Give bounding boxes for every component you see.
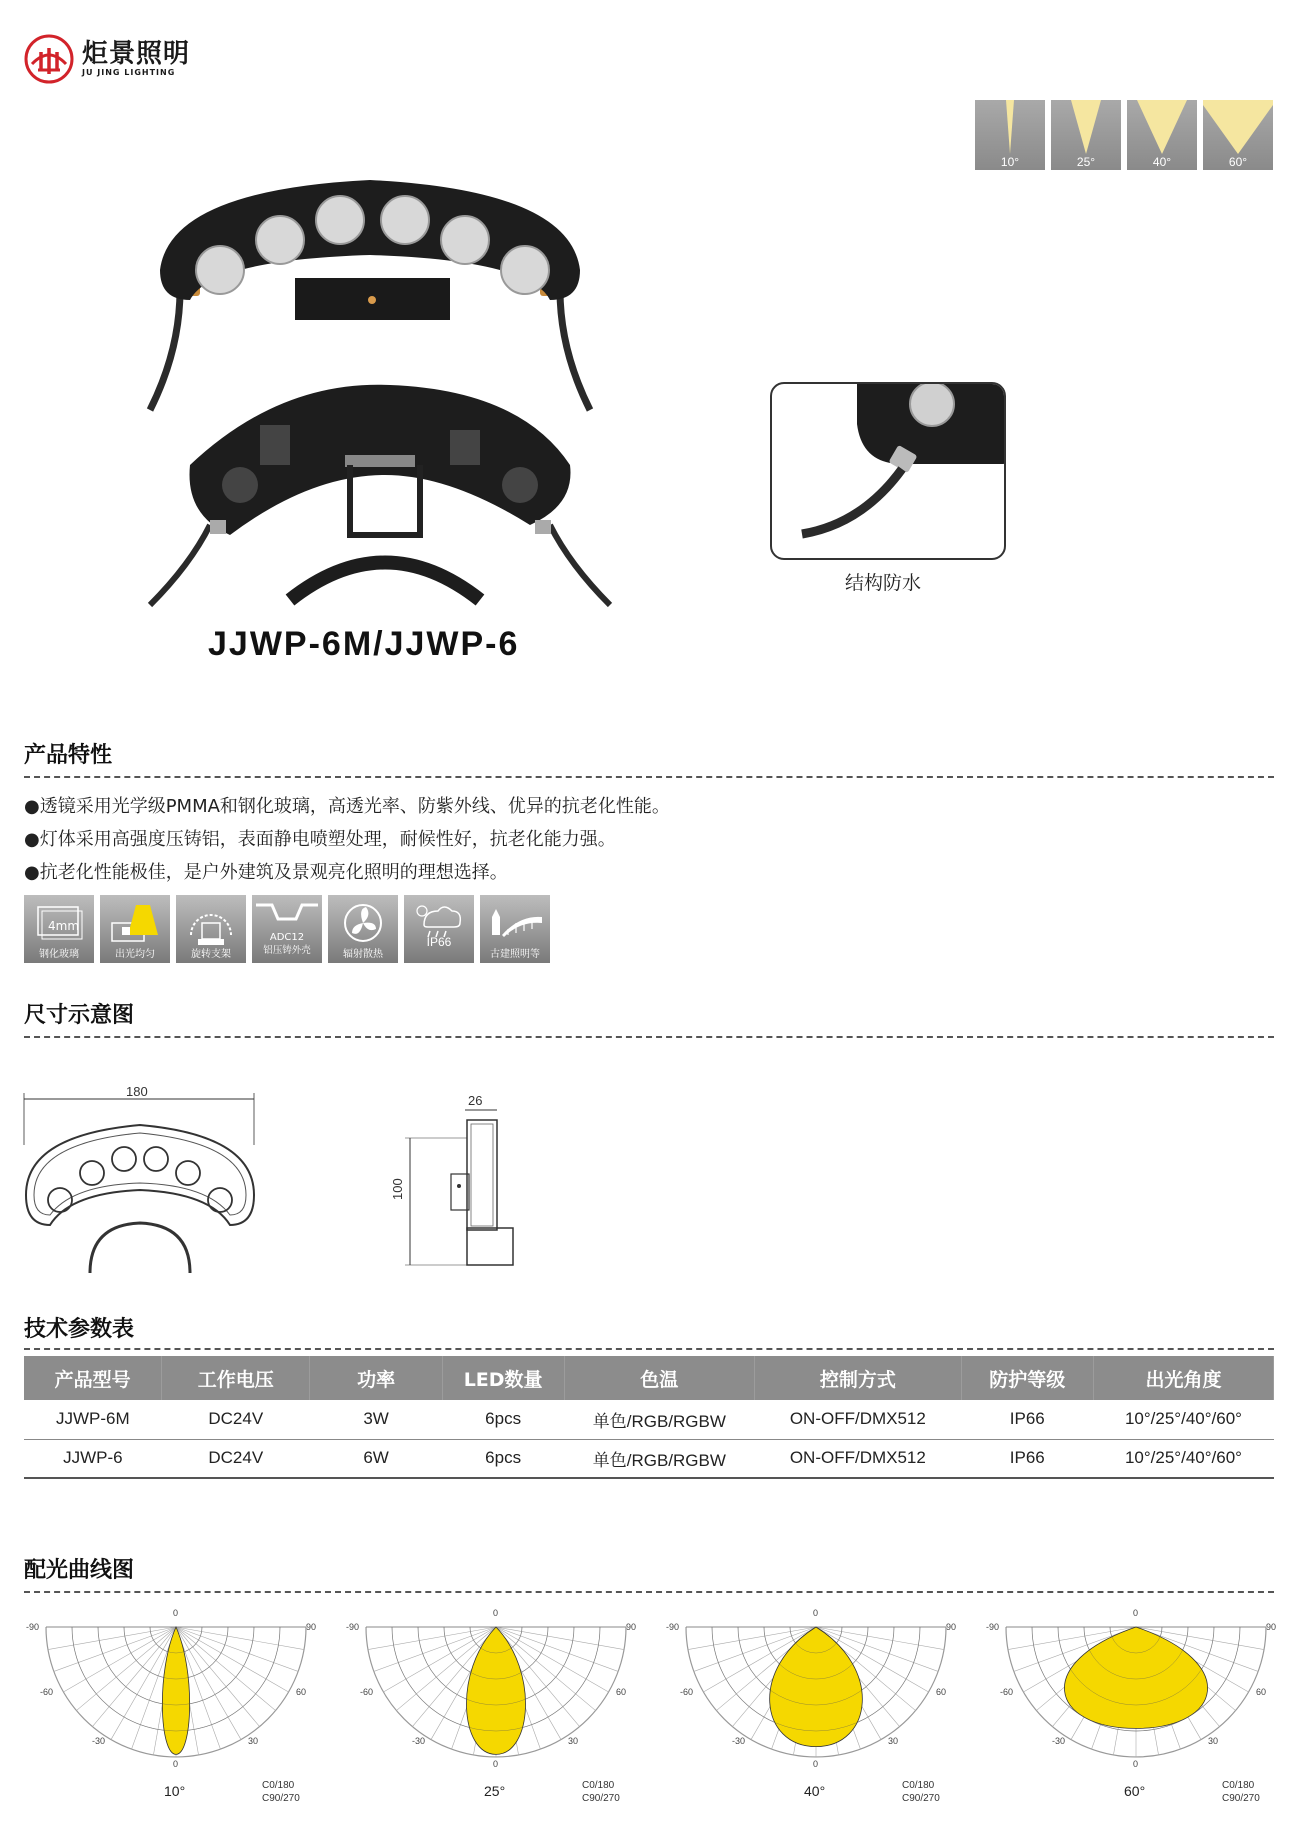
feature-tile-label: 钢化玻璃 <box>39 949 79 960</box>
spec-header-control: 控制方式 <box>755 1356 961 1400</box>
brand-name-cn: 炬景照明 <box>82 39 191 69</box>
polar-grid <box>344 1605 644 1785</box>
beam-badge-label: 40° <box>1152 155 1172 169</box>
polar-axis-label: -30 <box>732 1736 746 1746</box>
section-title-features: 产品特性 <box>24 743 113 768</box>
spec-header-power: 功率 <box>310 1356 442 1400</box>
spec-cell: JJWP-6 <box>24 1439 162 1478</box>
polar-axis-label: -90 <box>346 1622 360 1632</box>
section-title-photometric: 配光曲线图 <box>24 1558 135 1583</box>
spec-cell: IP66 <box>961 1439 1093 1478</box>
section-title-dimensions: 尺寸示意图 <box>24 1003 135 1028</box>
polar-grid <box>984 1605 1284 1785</box>
spec-cell: 6pcs <box>442 1439 564 1478</box>
spec-cell: ON-OFF/DMX512 <box>755 1400 961 1439</box>
polar-legend <box>1222 1779 1260 1805</box>
polar-angle-label: 25° <box>484 1783 506 1799</box>
feature-list <box>24 790 670 889</box>
dimension-height: 100 <box>390 1178 405 1200</box>
polar-legend <box>902 1779 940 1805</box>
polar-axis-label: 60 <box>296 1687 307 1697</box>
brand-logo-icon <box>24 34 74 84</box>
model-title: JJWP-6M/JJWP-6 <box>208 625 520 663</box>
beam-badge-label: 60° <box>1228 155 1248 169</box>
glass-thickness-text: 4mm <box>48 919 80 933</box>
spec-header-voltage: 工作电压 <box>162 1356 310 1400</box>
spec-table <box>24 1356 1274 1479</box>
feature-tile-label: IP66 <box>426 935 452 949</box>
spec-cell: 单色/RGB/RGBW <box>564 1439 755 1478</box>
polar-axis-label: 90 <box>946 1622 957 1632</box>
spec-cell: IP66 <box>961 1400 1093 1439</box>
polar-axis-label: 30 <box>888 1736 899 1746</box>
legend-c90: C90/270 <box>262 1793 300 1804</box>
beam-lobe <box>770 1627 863 1747</box>
beam-badge-label: 10° <box>1000 155 1020 169</box>
polar-chart <box>984 1605 1284 1815</box>
polar-chart <box>24 1605 324 1815</box>
polar-axis-label: -60 <box>360 1687 374 1697</box>
polar-axis-label: 60 <box>1256 1687 1267 1697</box>
feature-tile-uniform-light <box>100 895 170 963</box>
polar-axis-label: 0 <box>1133 1759 1139 1769</box>
spec-header-ip: 防护等级 <box>961 1356 1093 1400</box>
feature-tile-ancient-building <box>480 895 550 963</box>
polar-axis-label: -30 <box>1052 1736 1066 1746</box>
beam-badge-label: 25° <box>1076 155 1096 169</box>
dimension-depth: 26 <box>468 1093 483 1108</box>
spec-cell: DC24V <box>162 1439 310 1478</box>
feature-tile-heat-dissipation <box>328 895 398 963</box>
beam-badge-10 <box>975 100 1045 170</box>
beam-badge-60 <box>1203 100 1273 170</box>
beam-badge-40 <box>1127 100 1197 170</box>
polar-axis-label: -90 <box>26 1622 40 1632</box>
spec-cell: 10°/25°/40°/60° <box>1093 1400 1273 1439</box>
brand-name-en: JU JING LIGHTING <box>82 68 176 77</box>
legend-c90: C90/270 <box>902 1793 940 1804</box>
feature-tile-ip66 <box>404 895 474 963</box>
cable-gland-detail <box>772 384 1006 560</box>
spec-cell: ON-OFF/DMX512 <box>755 1439 961 1478</box>
polar-chart <box>664 1605 964 1815</box>
polar-axis-label: 90 <box>626 1622 637 1632</box>
feature-tile-label: 辐射散热 <box>343 949 383 960</box>
waterproof-detail-image <box>770 382 1006 560</box>
dimension-side-drawing <box>395 1100 525 1270</box>
spec-cell: JJWP-6M <box>24 1400 162 1439</box>
legend-c0: C0/180 <box>902 1780 935 1791</box>
feature-tile-tempered-glass <box>24 895 94 963</box>
feature-item: ●透镜采用光学级PMMA和钢化玻璃，高透光率、防紫外线、优异的抗老化性能。 <box>24 796 670 817</box>
section-divider <box>24 776 1274 778</box>
spec-header-model: 产品型号 <box>24 1356 162 1400</box>
polar-axis-label: 60 <box>936 1687 947 1697</box>
polar-grid <box>24 1605 324 1785</box>
polar-axis-label: 0 <box>1133 1608 1139 1618</box>
section-divider <box>24 1591 1274 1593</box>
spec-header-led-count: LED数量 <box>442 1356 564 1400</box>
feature-tile-label: 出光均匀 <box>115 949 155 960</box>
section-title-specs: 技术参数表 <box>24 1317 135 1342</box>
beam-angle-badges <box>975 100 1273 170</box>
detail-caption: 结构防水 <box>845 572 922 594</box>
polar-legend <box>262 1779 300 1805</box>
beam-lobe <box>466 1627 525 1754</box>
polar-axis-label: 0 <box>813 1759 819 1769</box>
polar-axis-label: -60 <box>40 1687 54 1697</box>
polar-angle-label: 10° <box>164 1783 186 1799</box>
spec-header-beam-angle: 出光角度 <box>1093 1356 1273 1400</box>
dimension-front-drawing <box>20 1085 260 1275</box>
spec-cell: 10°/25°/40°/60° <box>1093 1439 1273 1478</box>
legend-c90: C90/270 <box>582 1793 620 1804</box>
spec-cell: 6pcs <box>442 1400 564 1439</box>
polar-angle-label: 60° <box>1124 1783 1146 1799</box>
beam-badge-25 <box>1051 100 1121 170</box>
section-divider <box>24 1036 1274 1038</box>
spec-cell: 6W <box>310 1439 442 1478</box>
polar-axis-label: -90 <box>666 1622 680 1632</box>
polar-axis-label: 0 <box>173 1608 179 1618</box>
polar-axis-label: 0 <box>173 1759 179 1769</box>
legend-c0: C0/180 <box>262 1780 295 1791</box>
legend-c0: C0/180 <box>582 1780 615 1791</box>
polar-legend <box>582 1779 620 1805</box>
polar-axis-label: 60 <box>616 1687 627 1697</box>
polar-axis-label: 30 <box>248 1736 259 1746</box>
polar-axis-label: 90 <box>1266 1622 1277 1632</box>
spec-cell: 3W <box>310 1400 442 1439</box>
housing-material-subtext: 铝压铸外壳 <box>263 945 311 956</box>
polar-axis-label: 30 <box>1208 1736 1219 1746</box>
feature-tile-label: 旋转支架 <box>191 949 231 960</box>
feature-icon-row <box>24 895 550 963</box>
polar-axis-label: -30 <box>412 1736 426 1746</box>
polar-axis-label: 0 <box>493 1759 499 1769</box>
polar-axis-label: -60 <box>680 1687 694 1697</box>
legend-c0: C0/180 <box>1222 1780 1255 1791</box>
legend-c90: C90/270 <box>1222 1793 1260 1804</box>
die-cast-housing-icon <box>252 895 322 963</box>
table-row <box>24 1439 1274 1478</box>
brand-logo <box>24 34 190 84</box>
table-row <box>24 1400 1274 1439</box>
product-back-image <box>130 375 630 615</box>
feature-tile-rotating-bracket <box>176 895 246 963</box>
polar-chart <box>344 1605 644 1815</box>
waterproof-icon <box>404 895 474 963</box>
spec-cell: 单色/RGB/RGBW <box>564 1400 755 1439</box>
beam-lobe <box>162 1627 189 1754</box>
polar-grid <box>664 1605 964 1785</box>
polar-axis-label: 0 <box>813 1608 819 1618</box>
polar-axis-label: 0 <box>493 1608 499 1618</box>
feature-item: ●抗老化性能极佳，是户外建筑及景观亮化照明的理想选择。 <box>24 862 508 883</box>
spec-table-header-row <box>24 1356 1274 1400</box>
spec-cell: DC24V <box>162 1400 310 1439</box>
feature-tile-label: 古建照明等 <box>490 949 540 960</box>
polar-axis-label: -90 <box>986 1622 1000 1632</box>
polar-axis-label: 30 <box>568 1736 579 1746</box>
polar-axis-label: -30 <box>92 1736 106 1746</box>
polar-angle-label: 40° <box>804 1783 826 1799</box>
polar-axis-label: 90 <box>306 1622 317 1632</box>
dimension-width: 180 <box>126 1084 148 1099</box>
housing-material-text: ADC12 <box>269 932 305 943</box>
polar-axis-label: -60 <box>1000 1687 1014 1697</box>
feature-item: ●灯体采用高强度压铸铝，表面静电喷塑处理，耐候性好，抗老化能力强。 <box>24 829 616 850</box>
section-divider <box>24 1348 1274 1350</box>
feature-tile-die-cast-housing <box>252 895 322 963</box>
spec-header-color-temp: 色温 <box>564 1356 755 1400</box>
